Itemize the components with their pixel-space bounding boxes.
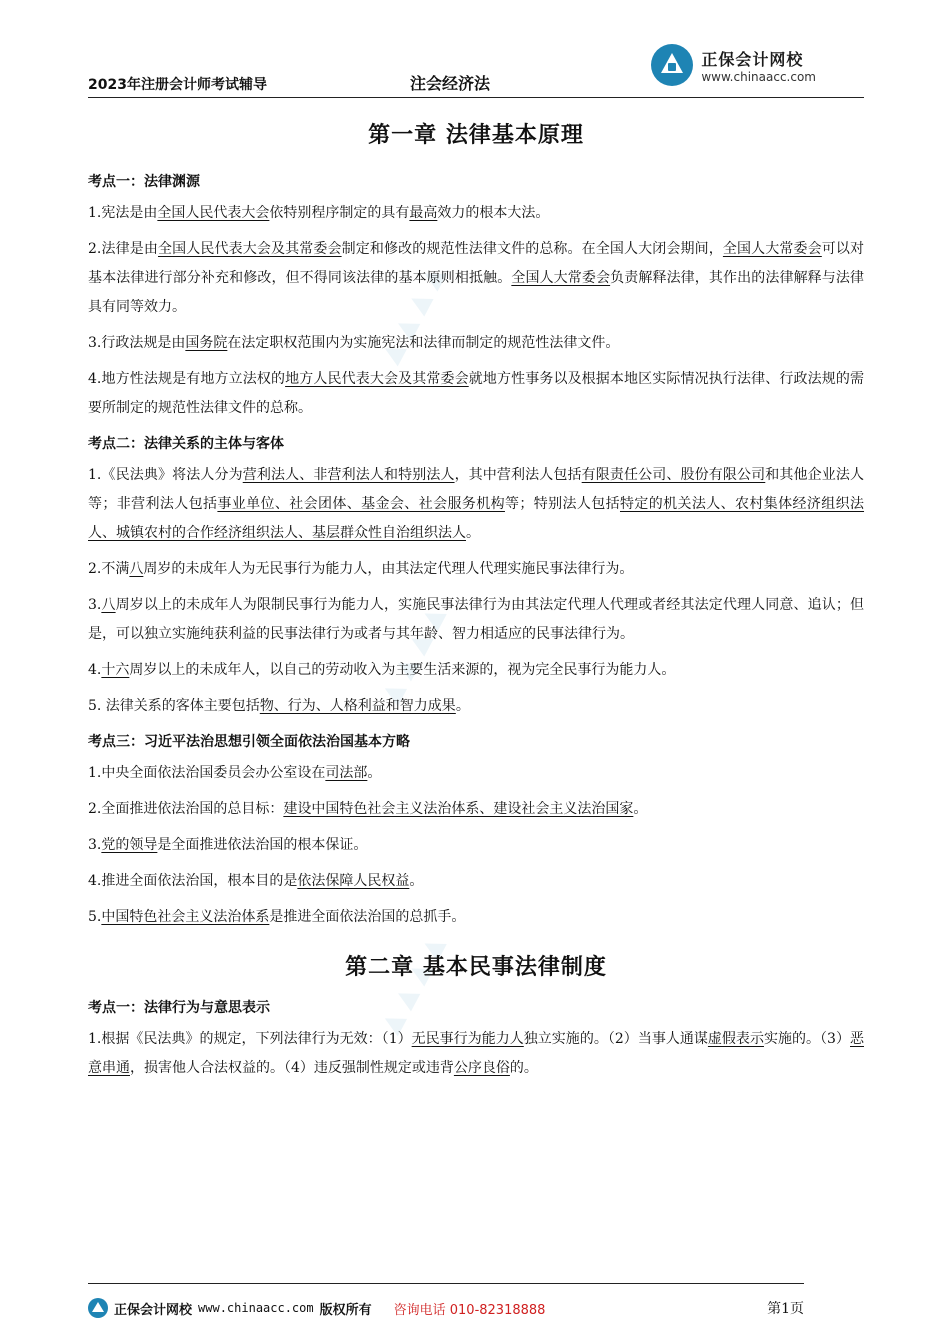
watermark-icon: ▲ ▲ ▲ ▲ bbox=[374, 931, 451, 1039]
page-footer bbox=[88, 1283, 804, 1318]
page-number: 第1页 bbox=[767, 1301, 804, 1317]
footer-logo-icon bbox=[88, 1298, 108, 1318]
footer-brand: 正保会计网校 bbox=[114, 1302, 193, 1318]
document-body bbox=[88, 118, 864, 1090]
section-heading: 考点一：法律行为与意思表示 bbox=[88, 1000, 270, 1016]
paragraph: 1.《民法典》将法人分为营利法人、非营利法人和特别法人，其中营利法人包括有限责任公司、股份有限公司和其他企业法人等；非营利法人包括事业单位、社会团体、基金会、社会服务机构等；特别法人包括特定的机关法人、农村集体经济组织法人、城镇农村的合作经济组织法人、基层群众性自治组织法人。 bbox=[88, 467, 865, 541]
header-subject: 注会经济法 bbox=[410, 74, 491, 93]
paragraph: 4.十六周岁以上的未成年人，以自己的劳动收入为主要生活来源的，视为完全民事行为能力人。 bbox=[88, 662, 676, 678]
chapter-title: 第二章 基本民事法律制度 bbox=[345, 955, 607, 980]
paragraph: 3.党的领导是全面推进依法治国的根本保证。 bbox=[88, 837, 368, 853]
page-header bbox=[88, 40, 864, 98]
footer-hotline: 咨询电话 010-82318888 bbox=[393, 1302, 546, 1318]
paragraph: 1.宪法是由全国人民代表大会依特别程序制定的具有最高效力的根本大法。 bbox=[88, 205, 550, 221]
paragraph: 2.不满八周岁的未成年人为无民事行为能力人，由其法定代理人代理实施民事法律行为。 bbox=[88, 561, 634, 577]
footer-site-link[interactable]: www.chinaacc.com bbox=[198, 1301, 314, 1315]
logo-name: 正保会计网校 bbox=[701, 49, 804, 69]
section-heading: 考点三：习近平法治思想引领全面依法治国基本方略 bbox=[88, 734, 410, 750]
logo-mark-icon bbox=[651, 44, 693, 86]
section-heading: 考点一：法律渊源 bbox=[88, 174, 200, 190]
footer-rights: 版权所有 bbox=[319, 1302, 372, 1318]
watermark-icon: ▲ ▲ ▲ ▲ bbox=[374, 601, 451, 709]
paragraph: 3.行政法规是由国务院在法定职权范围内为实施宪法和法律而制定的规范性法律文件。 bbox=[88, 335, 620, 351]
paragraph: 4.推进全面依法治国，根本目的是依法保障人民权益。 bbox=[88, 873, 424, 889]
paragraph: 4.地方性法规是有地方立法权的地方人民代表大会及其常委会就地方性事务以及根据本地区实际情况执行法律、行政法规的需要所制定的规范性法律文件的总称。 bbox=[88, 371, 865, 416]
header-rule bbox=[88, 97, 864, 98]
header-course: 2023年注册会计师考试辅导 bbox=[88, 77, 267, 93]
paragraph: 2.全面推进依法治国的总目标：建设中国特色社会主义法治体系、建设社会主义法治国家。 bbox=[88, 801, 648, 817]
watermark-icon: ▲ ▲ ▲ ▲ bbox=[374, 261, 451, 369]
paragraph: 5.中国特色社会主义法治体系是推进全面依法治国的总抓手。 bbox=[88, 909, 466, 925]
logo-url: www.chinaacc.com bbox=[701, 69, 816, 84]
paragraph: 5. 法律关系的客体主要包括物、行为、人格利益和智力成果。 bbox=[88, 698, 470, 714]
chapter-title: 第一章 法律基本原理 bbox=[368, 123, 584, 148]
paragraph: 2.法律是由全国人民代表大会及其常委会制定和修改的规范性法律文件的总称。在全国人大闭会期间，全国人大常委会可以对基本法律进行部分补充和修改，但不得同该法律的基本原则相抵触。全国人大常委会负责解释法律，其作出的法律解释与法律具有同等效力。 bbox=[88, 241, 865, 315]
section-heading: 考点二：法律关系的主体与客体 bbox=[88, 436, 284, 452]
paragraph: 1.中央全面依法治国委员会办公室设在司法部。 bbox=[88, 765, 382, 781]
paragraph: 1.根据《民法典》的规定，下列法律行为无效：（1）无民事行为能力人独立实施的。（2）当事人通谋虚假表示实施的。（3）恶意串通，损害他人合法权益的。（4）违反强制性规定或违背公序良俗的。 bbox=[88, 1031, 864, 1076]
paragraph: 3.八周岁以上的未成年人为限制民事行为能力人，实施民事法律行为由其法定代理人代理或者经其法定代理人同意、追认；但是，可以独立实施纯获利益的民事法律行为或者与其年龄、智力相适应的民事法律行为。 bbox=[88, 597, 865, 642]
brand-logo bbox=[651, 42, 816, 88]
